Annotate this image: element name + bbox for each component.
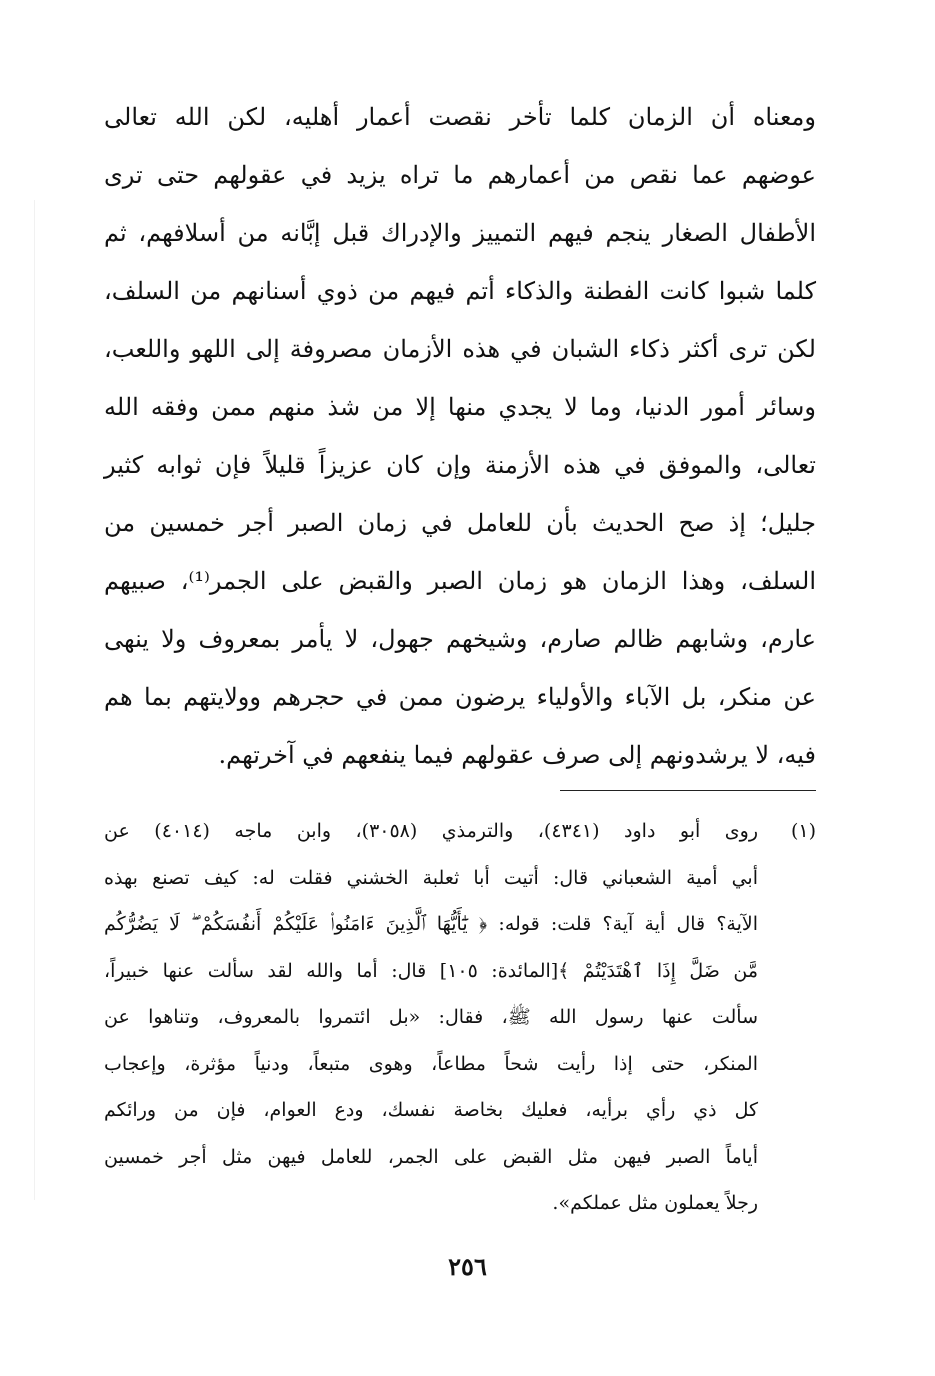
body-line: عارم، وشابهم ظالم صارم، وشيخهم جهول، لا يأمر بمعروف ولا ينهى: [104, 625, 817, 653]
body-line-last: فيه، لا يرشدونهم إلى صرف عقولهم فيما ينفعهم في آخرتهم.: [218, 741, 816, 769]
page-number: ٢٥٦: [448, 1252, 487, 1281]
footnote-line: كل ذي رأي برأيه، فعليك بخاصة نفسك، ودع العوام، فإن من ورائكم: [104, 1099, 758, 1121]
body-line: ومعناه أن الزمان كلما تأخر نقصت أعمار أهليه، لكن الله تعالى: [104, 103, 816, 131]
main-body-text: [104, 88, 816, 784]
footnote-divider: [560, 790, 816, 791]
footnote-line-last: رجلاً يعملون مثل عملكم».: [552, 1192, 758, 1214]
body-line: لكن ترى أكثر ذكاء الشبان في هذه الأزمان مصروفة إلى اللهو واللعب،: [104, 335, 816, 363]
body-line: جليل؛ إذ صح الحديث بأن للعامل في زمان الصبر أجر خمسين من: [104, 509, 816, 537]
footnote-line: أبي أمية الشعباني قال: أتيت أبا ثعلبة الخشني فقلت له: كيف تصنع بهذه: [104, 866, 758, 889]
scan-margin-shadow: [34, 200, 35, 1200]
footnote-line: أياماً الصبر فيهن مثل القبض على الجمر، للعامل فيهن مثل أجر خمسين: [104, 1145, 758, 1168]
body-line: عوضهم عما نقص من أعمارهم ما تراه يزيد في عقولهم حتى ترى: [104, 161, 816, 189]
footnote-line: المنكر، حتى إذا رأيت شحاً مطاعاً، وهوى متبعاً، ودنياً مؤثرة، وإعجاب: [104, 1052, 758, 1075]
body-line: كلما شبوا كانت الفطنة والذكاء أتم فيهم من ذوي أسنانهم من السلف،: [104, 277, 816, 305]
footnote-line: الآية؟ قال أية آية؟ قلت: قوله: ﴿ يَٰٓأَيُّهَا ٱلَّذِينَ ءَامَنُوا۟ عَلَيْكُمْ أَنفُسَكُمْ ۖ لَا يَضُرُّكُم: [104, 913, 758, 935]
footnote-line: روى أبو داود (٤٣٤١)، والترمذي (٣٠٥٨)، وابن ماجه (٤٠١٤) عن: [104, 820, 758, 842]
body-line: تعالى، والموفق في هذه الأزمنة وإن كان عزيزاً قليلاً فإن ثوابه كثير: [104, 451, 816, 479]
body-line: السلف، وهذا الزمان هو زمان الصبر والقبض على الجمر⁽¹⁾، صبيهم: [104, 567, 817, 595]
body-line: الأطفال الصغار ينجم فيهم التمييز والإدراك قبل إبَّانه من أسلافهم، ثم: [104, 219, 816, 247]
footnote-block: [104, 808, 816, 1227]
body-line: وسائر أمور الدنيا، وما لا يجدي منها إلا من شذ منهم ممن وفقه الله: [104, 393, 816, 421]
footnote-line: سألت عنها رسول الله ﷺ، فقال: «بل ائتمروا بالمعروف، وتناهوا عن: [104, 1006, 758, 1028]
footnote-first-line: [104, 808, 816, 855]
footnote-line: مَّن ضَلَّ إِذَا ٱهْتَدَيْتُمْ ﴾[المائدة: ١٠٥] قال: أما والله لقد سألت عنها خبيراً،: [104, 959, 758, 982]
body-line: عن منكر، بل الآباء والأولياء يرضون ممن في حجرهم وولايتهم بما هم: [104, 683, 817, 711]
footnote-marker: (١): [790, 820, 816, 842]
